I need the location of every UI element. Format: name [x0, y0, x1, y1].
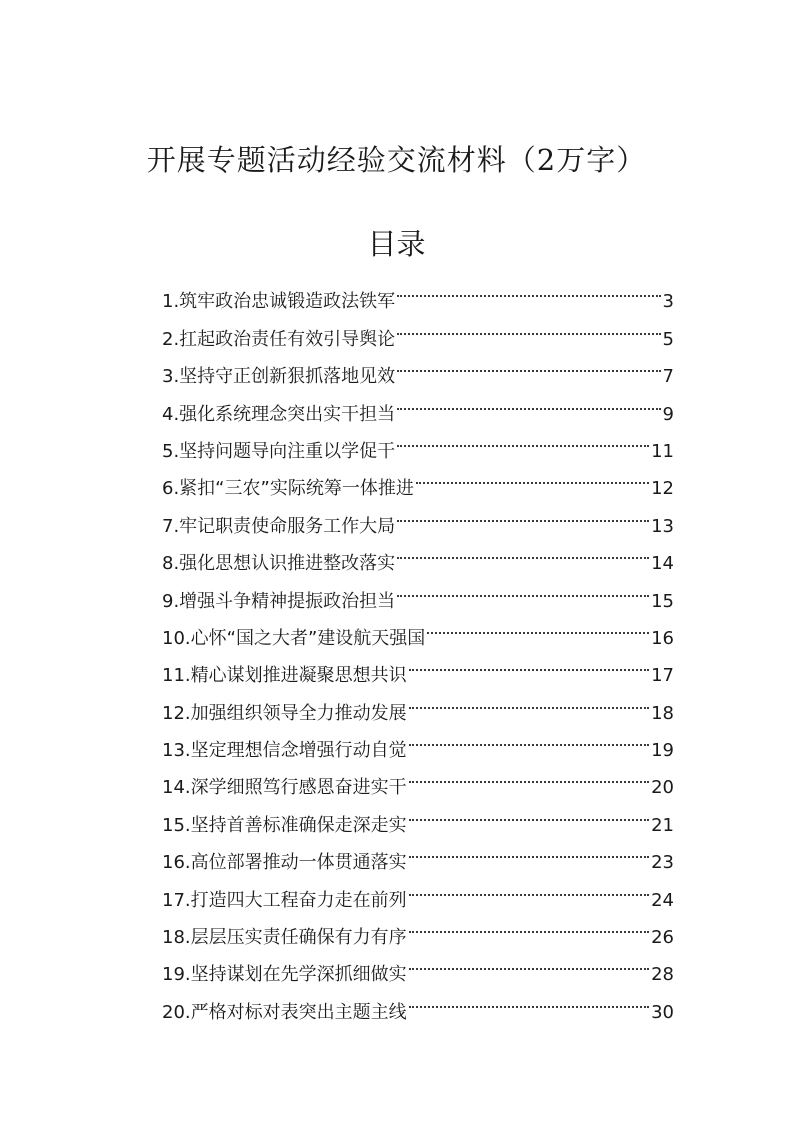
- toc-leader-dots: [409, 868, 649, 905]
- toc-item-label: 3.坚持守正创新狠抓落地见效: [162, 366, 396, 388]
- toc-leader-dots: [397, 270, 660, 307]
- toc-leader-dots: [409, 756, 649, 793]
- toc-item-label: 11.精心谋划推进凝聚思想共识: [162, 665, 407, 687]
- toc-leader-dots: [409, 980, 649, 1017]
- toc-item-label: 8.强化思想认识推进整改落实: [162, 553, 396, 575]
- toc-leader-dots: [409, 943, 649, 980]
- toc-item-page: 15: [651, 590, 674, 612]
- toc-item-label: 4.强化系统理念突出实干担当: [162, 403, 396, 425]
- toc-item-page: 30: [651, 1001, 674, 1023]
- toc-item-label: 10.心怀“国之大者”建设航天强国: [162, 627, 426, 649]
- toc-leader-dots: [427, 607, 649, 644]
- toc-item-label: 14.深学细照笃行感恩奋进实干: [162, 777, 407, 799]
- toc-leader-dots: [397, 494, 649, 531]
- toc-item-page: 18: [651, 702, 674, 724]
- toc-item-page: 13: [651, 515, 674, 537]
- toc-item-label: 15.坚持首善标准确保走深走实: [162, 814, 407, 836]
- toc-item-label: 13.坚定理想信念增强行动自觉: [162, 740, 407, 762]
- toc-leader-dots: [397, 382, 660, 419]
- toc-item-label: 1.筑牢政治忠诚锻造政法铁军: [162, 291, 396, 313]
- toc-item-page: 14: [651, 553, 674, 575]
- toc-item-page: 23: [651, 852, 674, 874]
- toc-item-page: 5: [662, 328, 674, 350]
- toc-item-page: 24: [651, 889, 674, 911]
- toc-item-page: 9: [662, 403, 674, 425]
- toc-item-label: 6.紧扣“三农”实际统筹一体推进: [162, 478, 414, 500]
- toc-leader-dots: [416, 457, 649, 494]
- toc-item[interactable]: [162, 270, 674, 313]
- toc-item-page: 11: [651, 440, 674, 462]
- toc-leader-dots: [409, 644, 649, 681]
- toc-leader-dots: [409, 906, 649, 943]
- document-title: 开展专题活动经验交流材料（2万字）: [146, 143, 647, 177]
- toc-leader-dots: [409, 831, 649, 868]
- toc-leader-dots: [397, 307, 660, 344]
- toc-item-label: 7.牢记职责使命服务工作大局: [162, 515, 396, 537]
- toc-item-label: 9.增强斗争精神提振政治担当: [162, 590, 396, 612]
- toc-item-page: 20: [651, 777, 674, 799]
- toc-leader-dots: [397, 345, 660, 382]
- toc-leader-dots: [397, 420, 649, 457]
- toc-item-label: 12.加强组织领导全力推动发展: [162, 702, 407, 724]
- toc-leader-dots: [409, 793, 649, 830]
- toc-item-label: 20.严格对标对表突出主题主线: [162, 1001, 407, 1023]
- toc-item-label: 16.高位部署推动一体贯通落实: [162, 852, 407, 874]
- toc-item-page: 12: [651, 478, 674, 500]
- toc-item-label: 2.扛起政治责任有效引导舆论: [162, 328, 396, 350]
- toc-item-label: 18.层层压实责任确保有力有序: [162, 927, 407, 949]
- toc-item-label: 17.打造四大工程奋力走在前列: [162, 889, 407, 911]
- toc-item-page: 17: [651, 665, 674, 687]
- toc-item-page: 21: [651, 814, 674, 836]
- toc-item-page: 3: [662, 291, 674, 313]
- toc-item-page: 16: [651, 627, 674, 649]
- toc-item-page: 7: [662, 366, 674, 388]
- toc-item-page: 19: [651, 740, 674, 762]
- toc-item-label: 19.坚持谋划在先学深抓细做实: [162, 964, 407, 986]
- toc-heading: 目录: [367, 227, 426, 261]
- table-of-contents: [162, 270, 674, 1023]
- toc-leader-dots: [397, 569, 649, 606]
- toc-leader-dots: [409, 719, 649, 756]
- toc-leader-dots: [397, 532, 649, 569]
- toc-item-page: 28: [651, 964, 674, 986]
- toc-item-page: 26: [651, 927, 674, 949]
- toc-leader-dots: [409, 681, 649, 718]
- toc-item-label: 5.坚持问题导向注重以学促干: [162, 440, 396, 462]
